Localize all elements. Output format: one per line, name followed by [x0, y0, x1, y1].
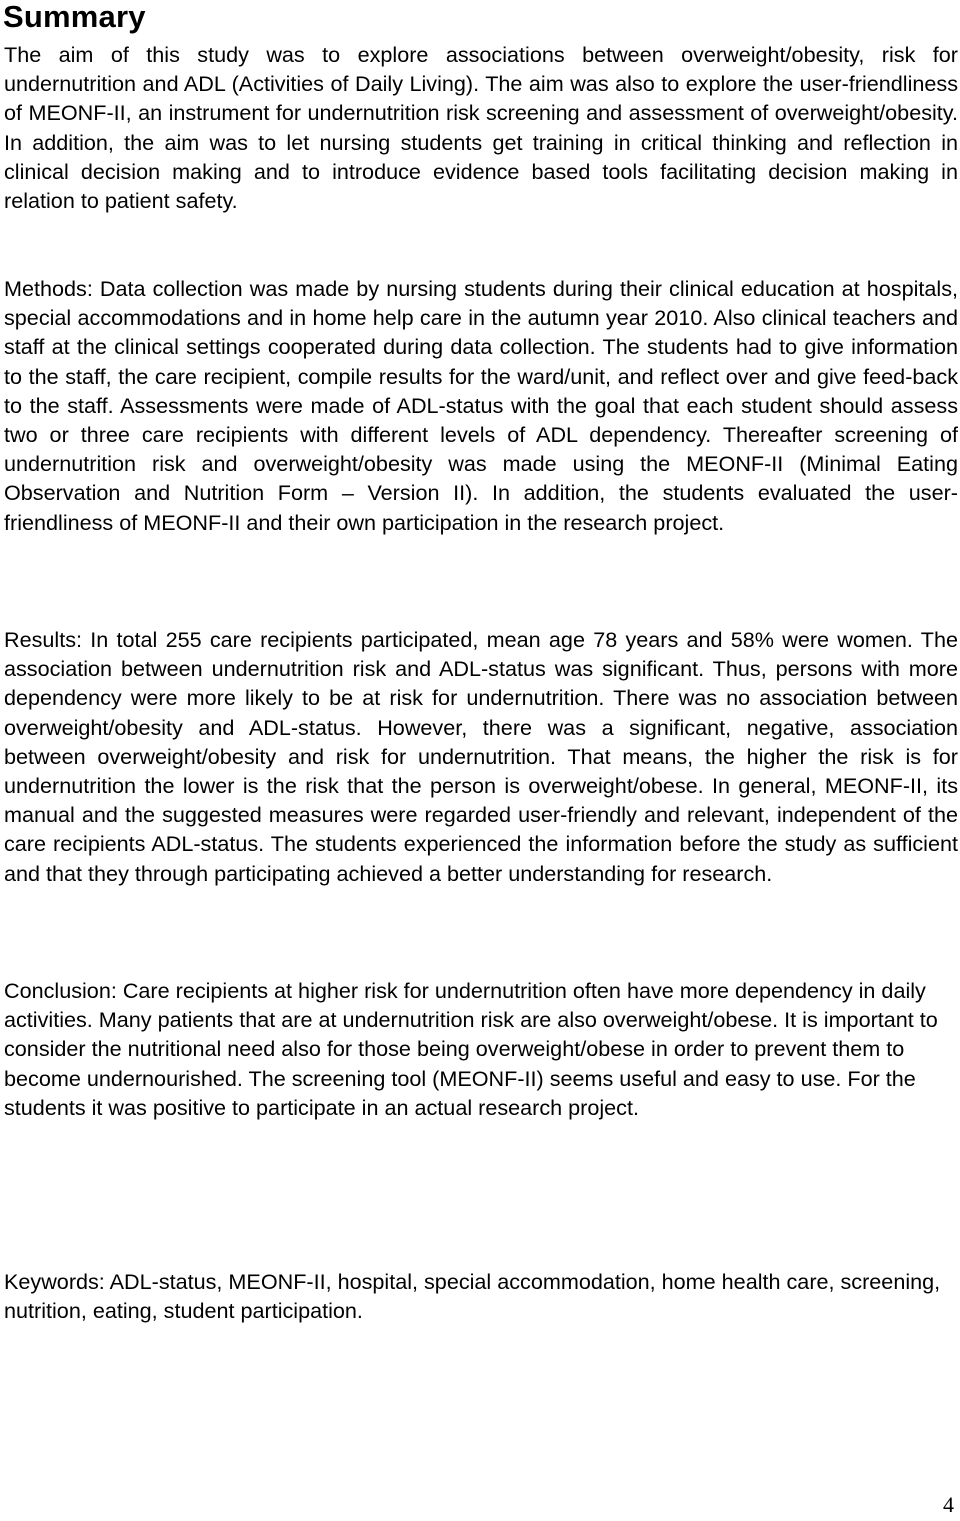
results-paragraph: Results: In total 255 care recipients participated, mean age 78 years and 58% were women. The association between undernutrition risk and ADL-status was significant. Thus, persons with more dependency were more likely to be at risk for undernutrition. There was no association between overweight/obesity and ADL-status. However, there was a significant, negative, association between overweight/obesity and risk for undernutrition. That means, the higher the risk is for undernutrition the lower is the risk that the person is overweight/obese. In general, MEONF-II, its manual and the suggested measures were regarded user-friendly and relevant, independent of the care recipients ADL-status. The students experienced the information before the study as sufficient and that they through participating achieved a better understanding for research. [4, 627, 958, 886]
methods-paragraph: Methods: Data collection was made by nursing students during their clinical education at hospitals, special accommodations and in home help care in the autumn year 2010. Also clinical teachers and staff at the clinical settings cooperated during data collection. The students had to give information to the staff, the care recipient, compile results for the ward/unit, and reflect over and give feed-back to the staff. Assessments were made of ADL-status with the goal that each student should assess two or three care recipients with different levels of ADL dependency. Thereafter screening of undernutrition risk and overweight/obesity was made using the MEONF-II (Minimal Eating Observation and Nutrition Form – Version II). In addition, the students evaluated the user-friendliness of MEONF-II and their own participation in the research project. [4, 276, 958, 535]
page-number: 4 [943, 1492, 954, 1517]
page-title: Summary [3, 0, 146, 34]
keywords-paragraph: Keywords: ADL-status, MEONF-II, hospital, special accommodation, home health care, screening, nutrition, eating, student participation. [4, 1269, 941, 1324]
aim-paragraph: The aim of this study was to explore associations between overweight/obesity, risk for undernutrition and ADL (Activities of Daily Living). The aim was also to explore the user-friendliness of MEONF-II, an instrument for undernutrition risk screening and assessment of overweight/obesity. In addition, the aim was to let nursing students get training in critical thinking and reflection in clinical decision making and to introduce evidence based tools facilitating decision making in relation to patient safety. [4, 42, 958, 214]
conclusion-paragraph: Conclusion: Care recipients at higher risk for undernutrition often have more dependency in daily activities. Many patients that are at undernutrition risk are also overweight/obese. It is important to consider the nutritional need also for those being overweight/obese in order to prevent them to become undernourished. The screening tool (MEONF-II) seems useful and easy to use. For the students it was positive to participate in an actual research project. [4, 978, 938, 1120]
